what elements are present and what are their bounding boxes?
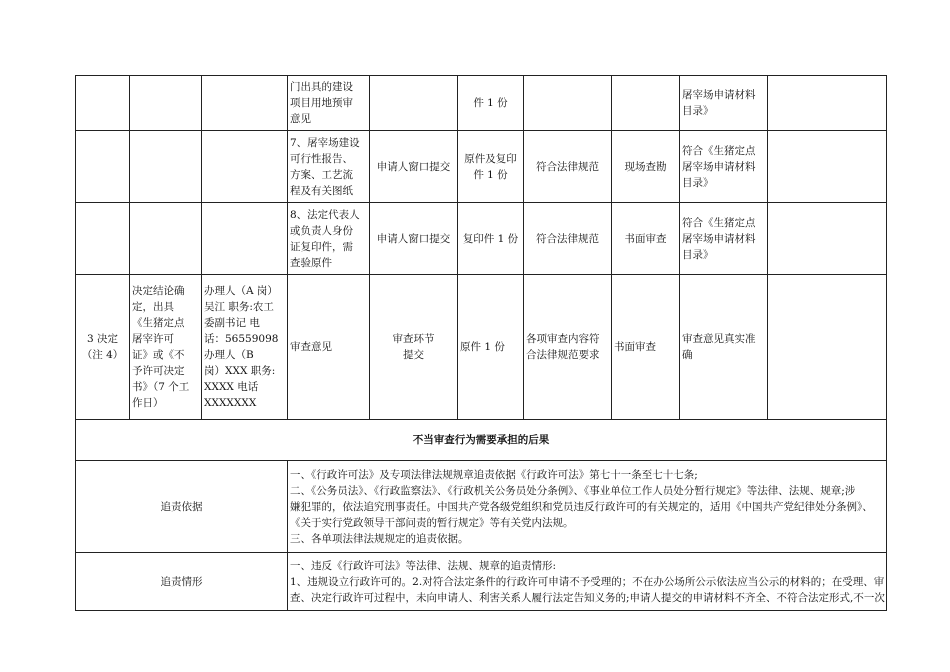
remark-cell (768, 203, 887, 275)
standard-cell: 符合法律规范 (524, 131, 612, 203)
person-cell (202, 131, 288, 203)
remark-cell (768, 131, 887, 203)
table-row (76, 275, 887, 420)
remark-cell (768, 275, 887, 420)
review-method-cell: 书面审查 (612, 203, 680, 275)
basis-line: 一、《行政许可法》及专项法律法规规章追责依据《行政许可法》第七十一条至七十七条; (290, 468, 698, 481)
situation-line: 查、决定行政许可过程中，未向申请人、利害关系人履行法定告知义务的;申请人提交的申请材料不齐全、不符合法定形式,不一次 (290, 591, 885, 604)
material-cell: 门出具的建设 项目用地预审 意见 (288, 76, 370, 131)
content-cell (130, 76, 202, 131)
content-cell: 决定结论确 定，出具 《生猪定点 屠宰许可 证》或《不 予许可决定 书》（7 个工 作日） (130, 275, 202, 420)
table-row (76, 76, 887, 131)
remark-cell (768, 76, 887, 131)
criteria-cell: 屠宰场申请材料 目录》 (680, 76, 768, 131)
copies-cell: 原件及复印 件 1 份 (458, 131, 524, 203)
basis-line: 二、《公务员法》、《行政监察法》、《行政机关公务员处分条例》、《事业单位工作人员处分暂行规定》等法律、法规、规章;涉 (290, 484, 856, 497)
copies-cell: 件 1 份 (458, 76, 524, 131)
stage-cell (76, 76, 130, 131)
submit-method-cell (370, 76, 458, 131)
submit-method-cell: 申请人窗口提交 (370, 131, 458, 203)
stage-cell: 3 决定 （注 4） (76, 275, 130, 420)
basis-label: 追责依据 (76, 461, 288, 553)
standard-cell (524, 76, 612, 131)
situation-label: 追责情形 (76, 553, 288, 611)
basis-line: 三、各单项法律法规规定的追责依据。 (290, 532, 469, 545)
table-row (76, 131, 887, 203)
submit-method-cell: 审查环节 提交 (370, 275, 458, 420)
section-header-row (76, 420, 887, 461)
basis-text (288, 461, 887, 553)
content-cell (130, 203, 202, 275)
basis-line: 嫌犯罪的，依法追究刑事责任。中国共产党各级党组织和党员违反行政许可的有关规定的，适用《中国共产党纪律处分条例》、 (290, 500, 873, 513)
criteria-cell: 审查意见真实准 确 (680, 275, 768, 420)
review-method-cell (612, 76, 680, 131)
table-row (76, 203, 887, 275)
material-cell: 8、法定代表人 或负责人身份 证复印件，需 查验原件 (288, 203, 370, 275)
standard-cell: 各项审查内容符 合法律规范要求 (524, 275, 612, 420)
criteria-cell: 符合《生猪定点 屠宰场申请材料 目录》 (680, 131, 768, 203)
standard-cell: 符合法律规范 (524, 203, 612, 275)
approval-process-table (75, 75, 887, 611)
material-cell: 审查意见 (288, 275, 370, 420)
review-method-cell: 书面审查 (612, 275, 680, 420)
person-cell (202, 76, 288, 131)
person-cell: 办理人（A 岗） 吴江 职务:农工 委副书记 电 话：56559098 办理人（B 岗）XXX 职务: XXXX 电话 XXXXXXX (202, 275, 288, 420)
stage-cell (76, 131, 130, 203)
situation-line: 一、违反《行政许可法》等法律、法规、规章的追责情形: (290, 559, 557, 572)
situation-row (76, 553, 887, 611)
basis-line: 《关于实行党政领导干部问责的暂行规定》等有关党内法规。 (290, 516, 574, 529)
situation-text (288, 553, 887, 611)
stage-cell (76, 203, 130, 275)
criteria-cell: 符合《生猪定点 屠宰场申请材料 目录》 (680, 203, 768, 275)
submit-method-cell: 申请人窗口提交 (370, 203, 458, 275)
situation-line: 1、违规设立行政许可的。2.对符合法定条件的行政许可申请不予受理的；不在办公场所公示依法应当公示的材料的；在受理、审 (290, 575, 885, 588)
content-cell (130, 131, 202, 203)
person-cell (202, 203, 288, 275)
basis-row (76, 461, 887, 553)
section-title: 不当审查行为需要承担的后果 (76, 420, 887, 461)
copies-cell: 原件 1 份 (458, 275, 524, 420)
review-method-cell: 现场查勘 (612, 131, 680, 203)
copies-cell: 复印件 1 份 (458, 203, 524, 275)
material-cell: 7、屠宰场建设 可行性报告、 方案、工艺流 程及有关图纸 (288, 131, 370, 203)
